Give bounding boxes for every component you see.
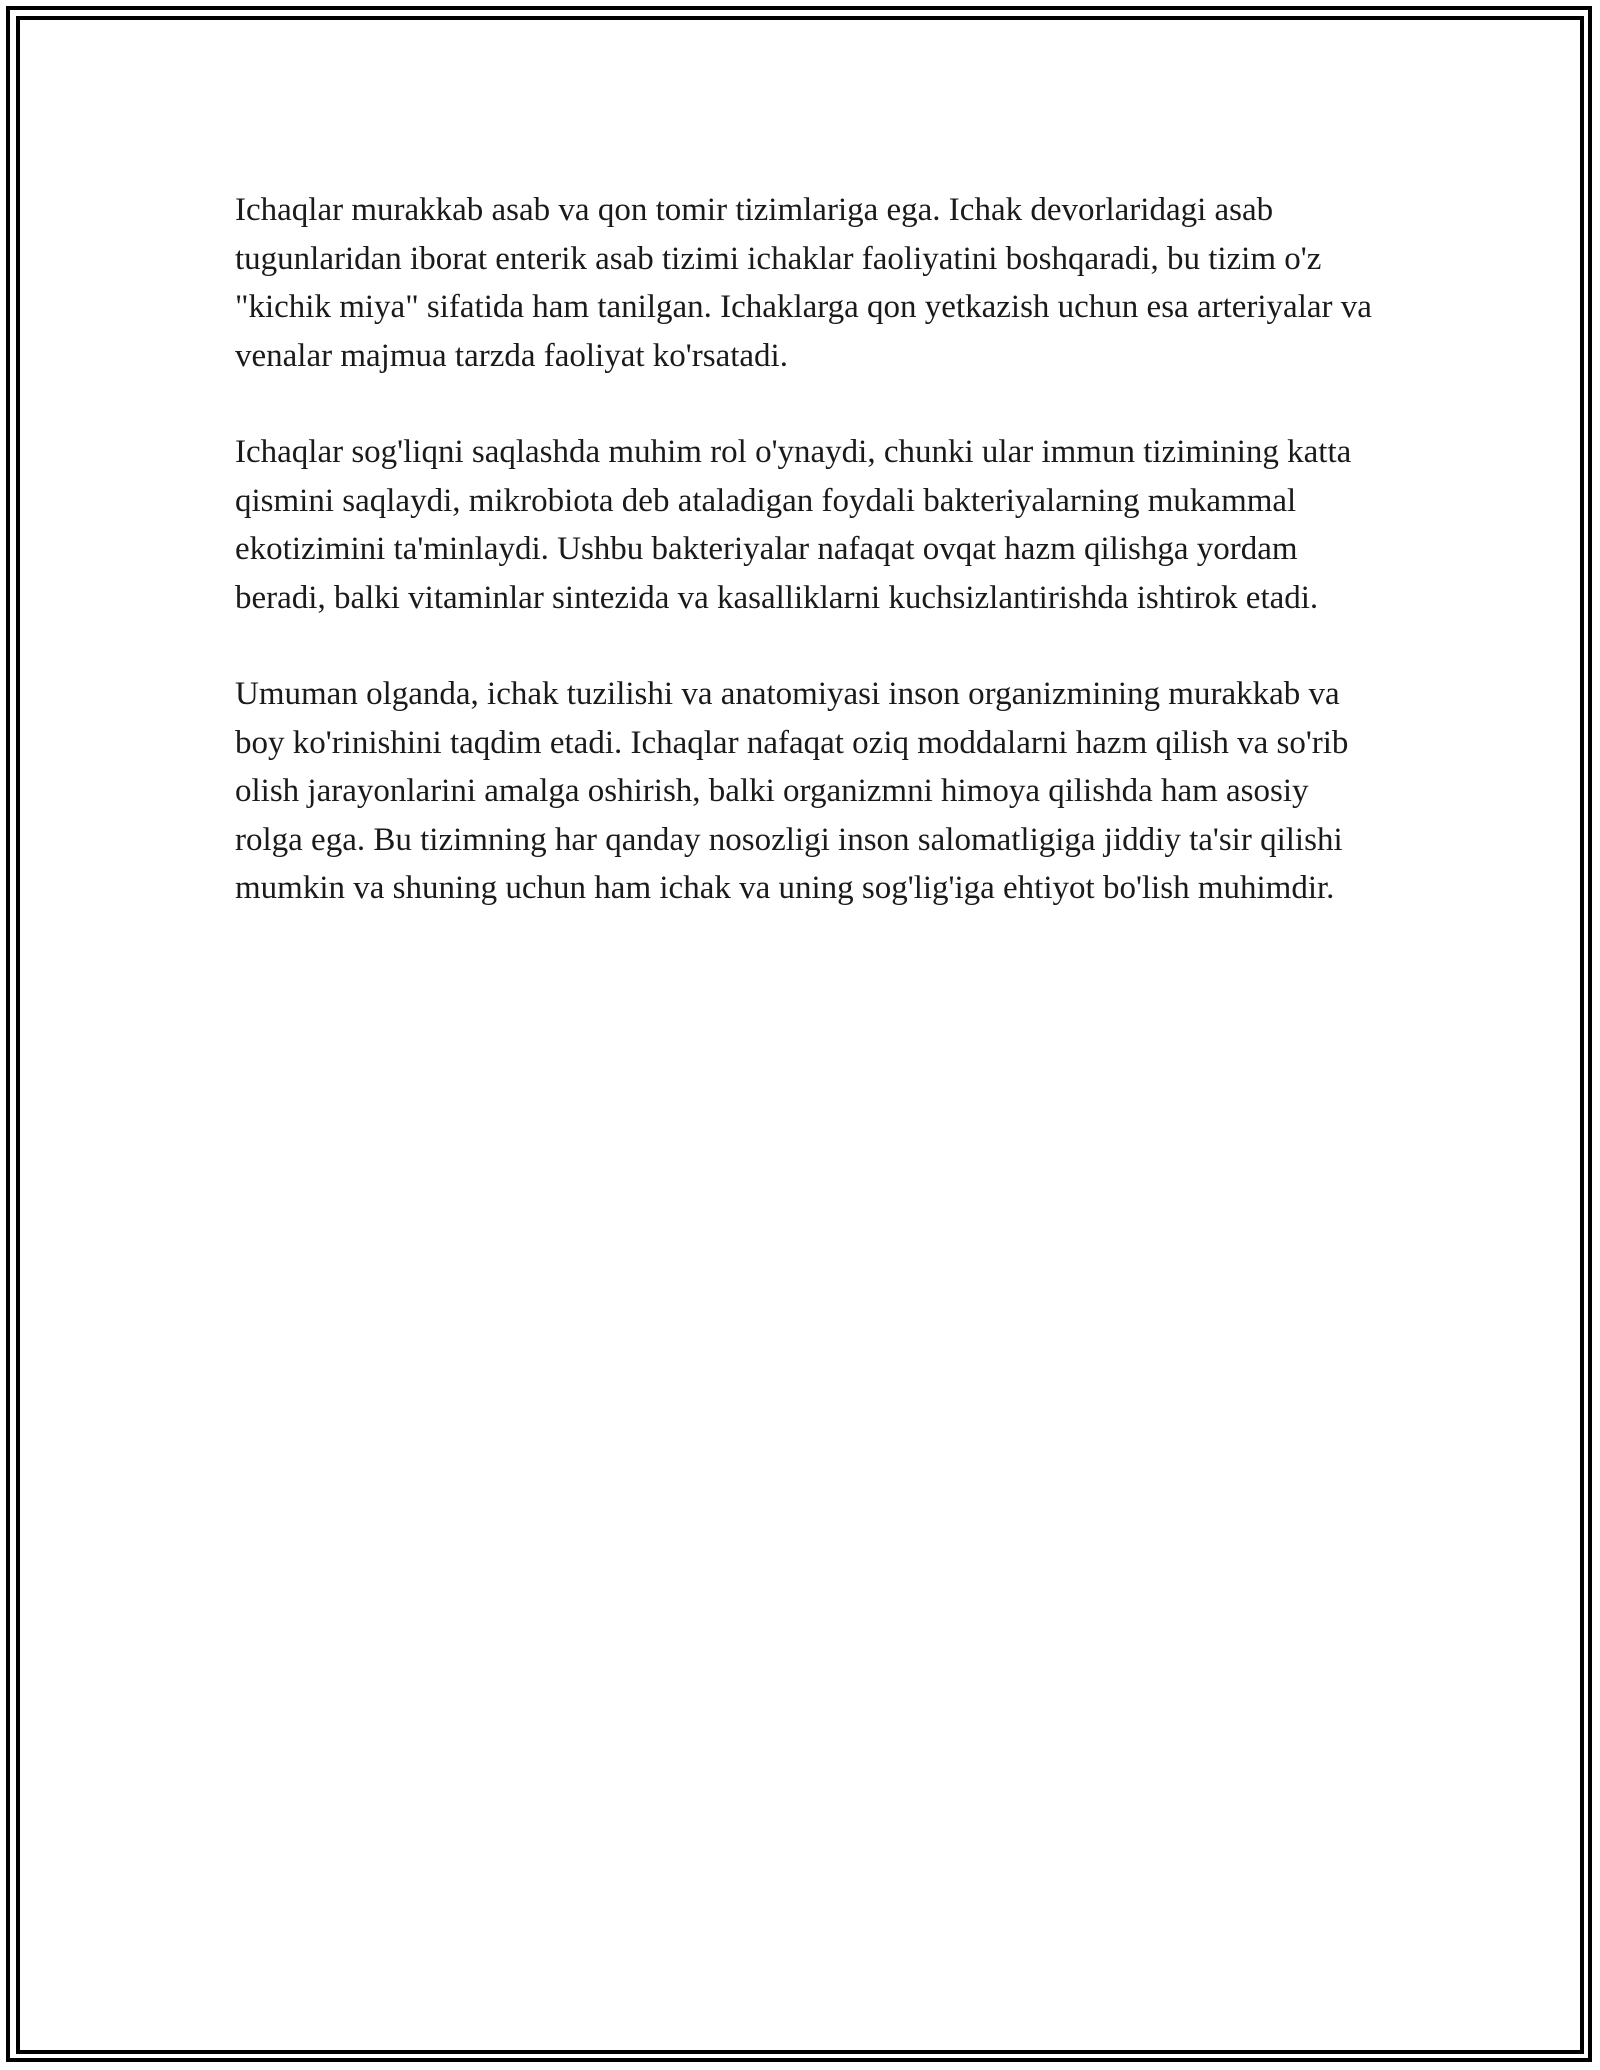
paragraph-1: Ichaqlar murakkab asab va qon tomir tizimlariga ega. Ichak devorlaridagi asab tugunlaridan iborat enterik asab tizimi ichaklar faoliyatini boshqaradi, bu tizim o'z "kichik miya" sifatida ham tanilgan. Ichaklarga qon yetkazish uchun esa arteriyalar va venalar majmua tarzda faoliyat ko'rsatadi. — [235, 192, 1372, 374]
document-body — [235, 186, 1375, 961]
paragraph-2: Ichaqlar sog'liqni saqlashda muhim rol o'ynaydi, chunki ular immun tizimining katta qismini saqlaydi, mikrobiota deb ataladigan foydali bakteriyalarning mukammal ekotizimini ta'minlaydi. Ushbu bakteriyalar nafaqat ovqat hazm qilishga yordam beradi, balki vitaminlar sintezida va kasalliklarni kuchsizlantirishda ishtirok etadi. — [235, 434, 1352, 616]
paragraph-3: Umuman olganda, ichak tuzilishi va anatomiyasi inson organizmining murakkab va boy ko'rinishini taqdim etadi. Ichaqlar nafaqat oziq moddalarni hazm qilish va so'rib olish jarayonlarini amalga oshirish, balki organizmni himoya qilishda ham asosiy rolga ega. Bu tizimning har qanday nosozligi inson salomatligiga jiddiy ta'sir qilishi mumkin va shuning uchun ham ichak va uning sog'lig'iga ehtiyot bo'lish muhimdir. — [235, 676, 1349, 906]
